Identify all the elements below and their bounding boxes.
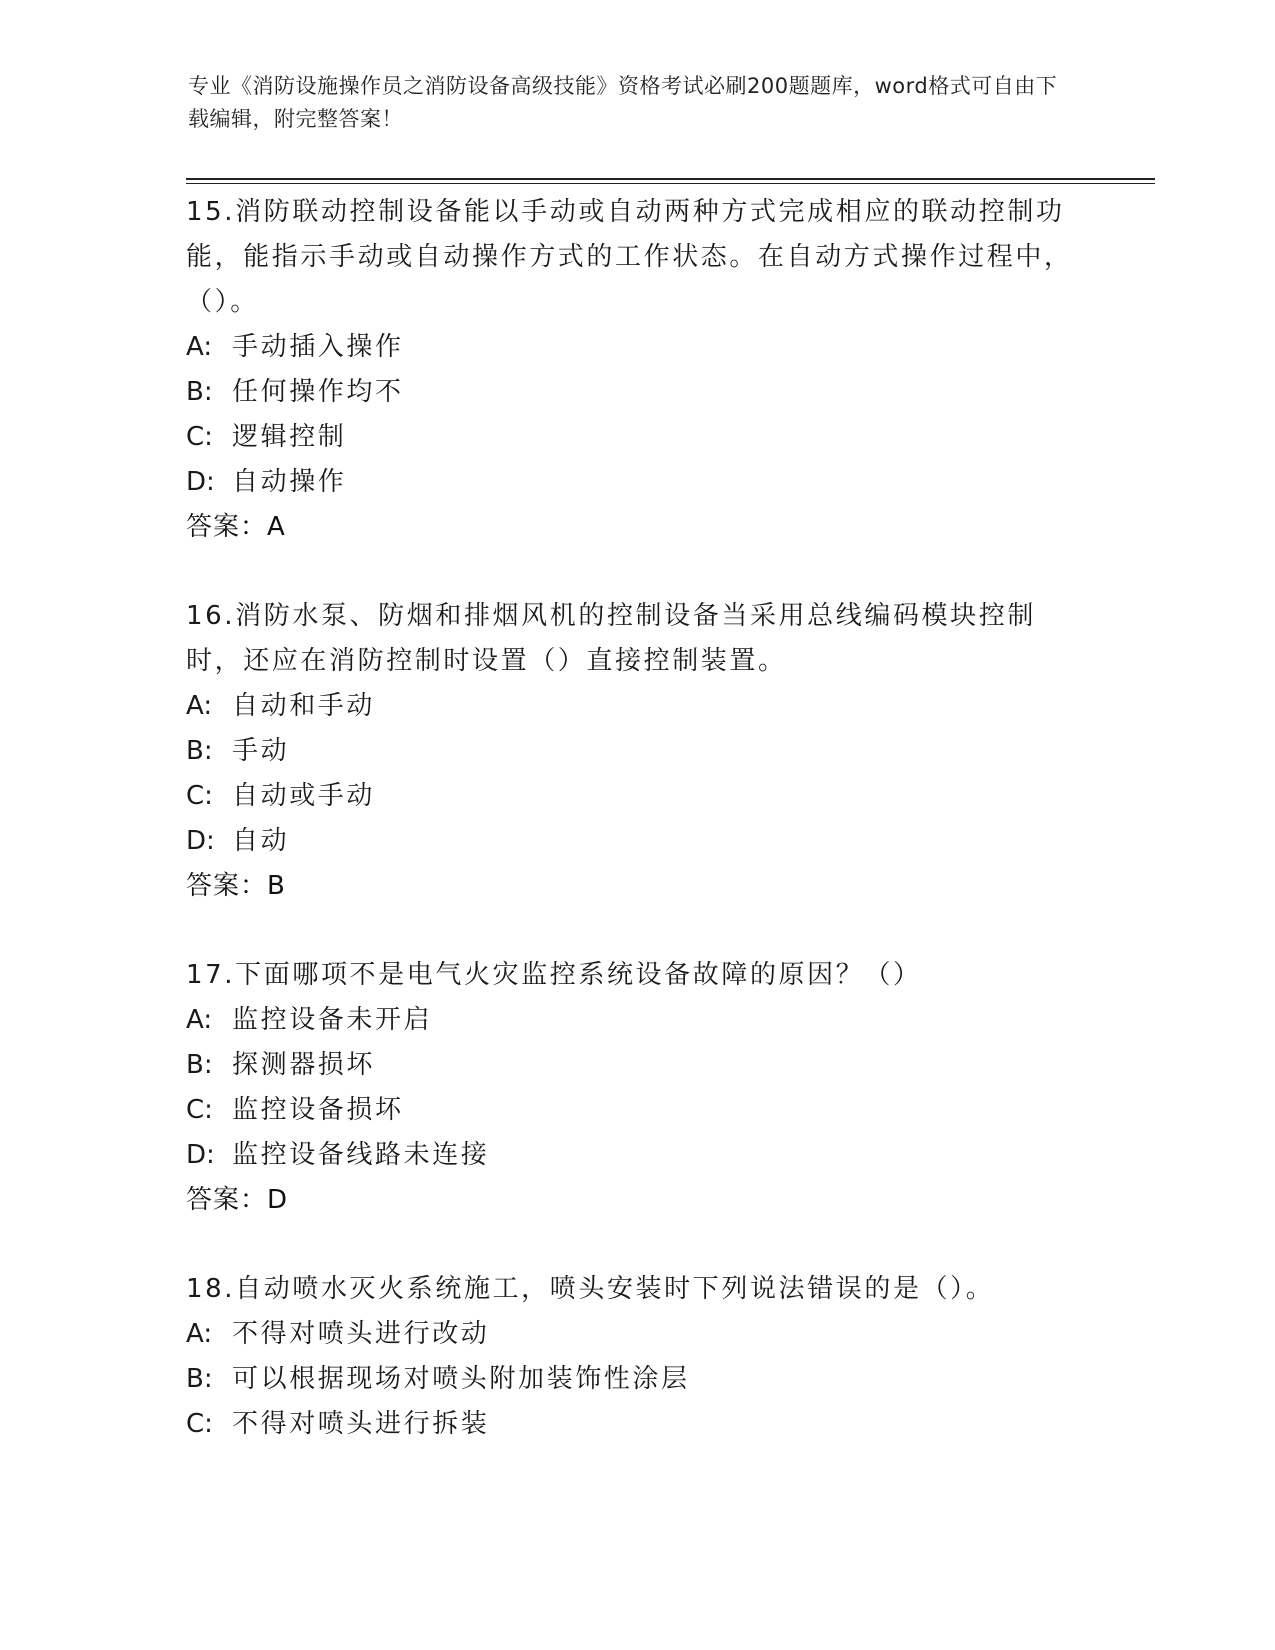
option-key: D:	[186, 826, 215, 856]
question-17	[186, 953, 1086, 1223]
option-key: A:	[186, 691, 213, 721]
option-text: 手动	[232, 736, 290, 766]
option-key: B:	[186, 1050, 213, 1080]
answer-line: 答案：D	[186, 1185, 289, 1215]
option-text: 监控设备损坏	[232, 1095, 404, 1125]
question-16	[186, 594, 1086, 909]
option-text: 探测器损坏	[232, 1050, 376, 1080]
document-header: 专业《消防设施操作员之消防设备高级技能》资格考试必刷200题题库，word格式可自由下载编辑，附完整答案！	[188, 74, 1058, 131]
option-text: 任何操作均不	[232, 377, 404, 407]
option-key: B:	[186, 377, 213, 407]
option-key: C:	[186, 1409, 213, 1439]
question-stem: 18.自动喷水灭火系统施工，喷头安装时下列说法错误的是（）。	[186, 1274, 995, 1304]
option-c	[186, 774, 1086, 819]
option-key: A:	[186, 332, 213, 362]
option-key: D:	[186, 1140, 215, 1170]
option-key: D:	[186, 467, 215, 497]
option-d	[186, 819, 1086, 864]
question-stem: 17.下面哪项不是电气火灾监控系统设备故障的原因？（）	[186, 960, 922, 990]
option-key: A:	[186, 1319, 213, 1349]
answer-line: 答案：A	[186, 512, 286, 542]
option-d	[186, 460, 1086, 505]
option-text: 手动插入操作	[232, 332, 404, 362]
header-divider-thick	[186, 178, 1155, 180]
option-key: B:	[186, 736, 213, 766]
option-text: 自动或手动	[232, 781, 376, 811]
question-stem: 16.消防水泵、防烟和排烟风机的控制设备当采用总线编码模块控制时，还应在消防控制时设置（）直接控制装置。	[186, 601, 1036, 676]
option-key: C:	[186, 422, 213, 452]
option-text: 逻辑控制	[232, 422, 347, 452]
option-text: 自动	[232, 826, 290, 856]
option-text: 自动和手动	[232, 691, 376, 721]
option-c	[186, 1402, 1086, 1447]
option-a	[186, 684, 1086, 729]
option-b	[186, 1357, 1086, 1402]
question-list	[186, 190, 1086, 1491]
option-key: C:	[186, 781, 213, 811]
option-b	[186, 370, 1086, 415]
option-a	[186, 998, 1086, 1043]
option-a	[186, 1312, 1086, 1357]
option-text: 监控设备未开启	[232, 1005, 433, 1035]
option-c	[186, 1088, 1086, 1133]
option-text: 自动操作	[232, 467, 347, 497]
option-text: 不得对喷头进行改动	[232, 1319, 490, 1349]
option-b	[186, 729, 1086, 774]
answer-line: 答案：B	[186, 871, 286, 901]
question-18	[186, 1267, 1086, 1447]
option-text: 可以根据现场对喷头附加装饰性涂层	[232, 1364, 690, 1394]
option-key: A:	[186, 1005, 213, 1035]
option-text: 不得对喷头进行拆装	[232, 1409, 490, 1439]
option-b	[186, 1043, 1086, 1088]
option-c	[186, 415, 1086, 460]
header-divider-thin	[186, 183, 1155, 184]
option-a	[186, 325, 1086, 370]
option-d	[186, 1133, 1086, 1178]
option-key: B:	[186, 1364, 213, 1394]
option-text: 监控设备线路未连接	[232, 1140, 490, 1170]
option-key: C:	[186, 1095, 213, 1125]
question-stem: 15.消防联动控制设备能以手动或自动两种方式完成相应的联动控制功能，能指示手动或自动操作方式的工作状态。在自动方式操作过程中，（）。	[186, 197, 1073, 317]
question-15	[186, 190, 1086, 550]
